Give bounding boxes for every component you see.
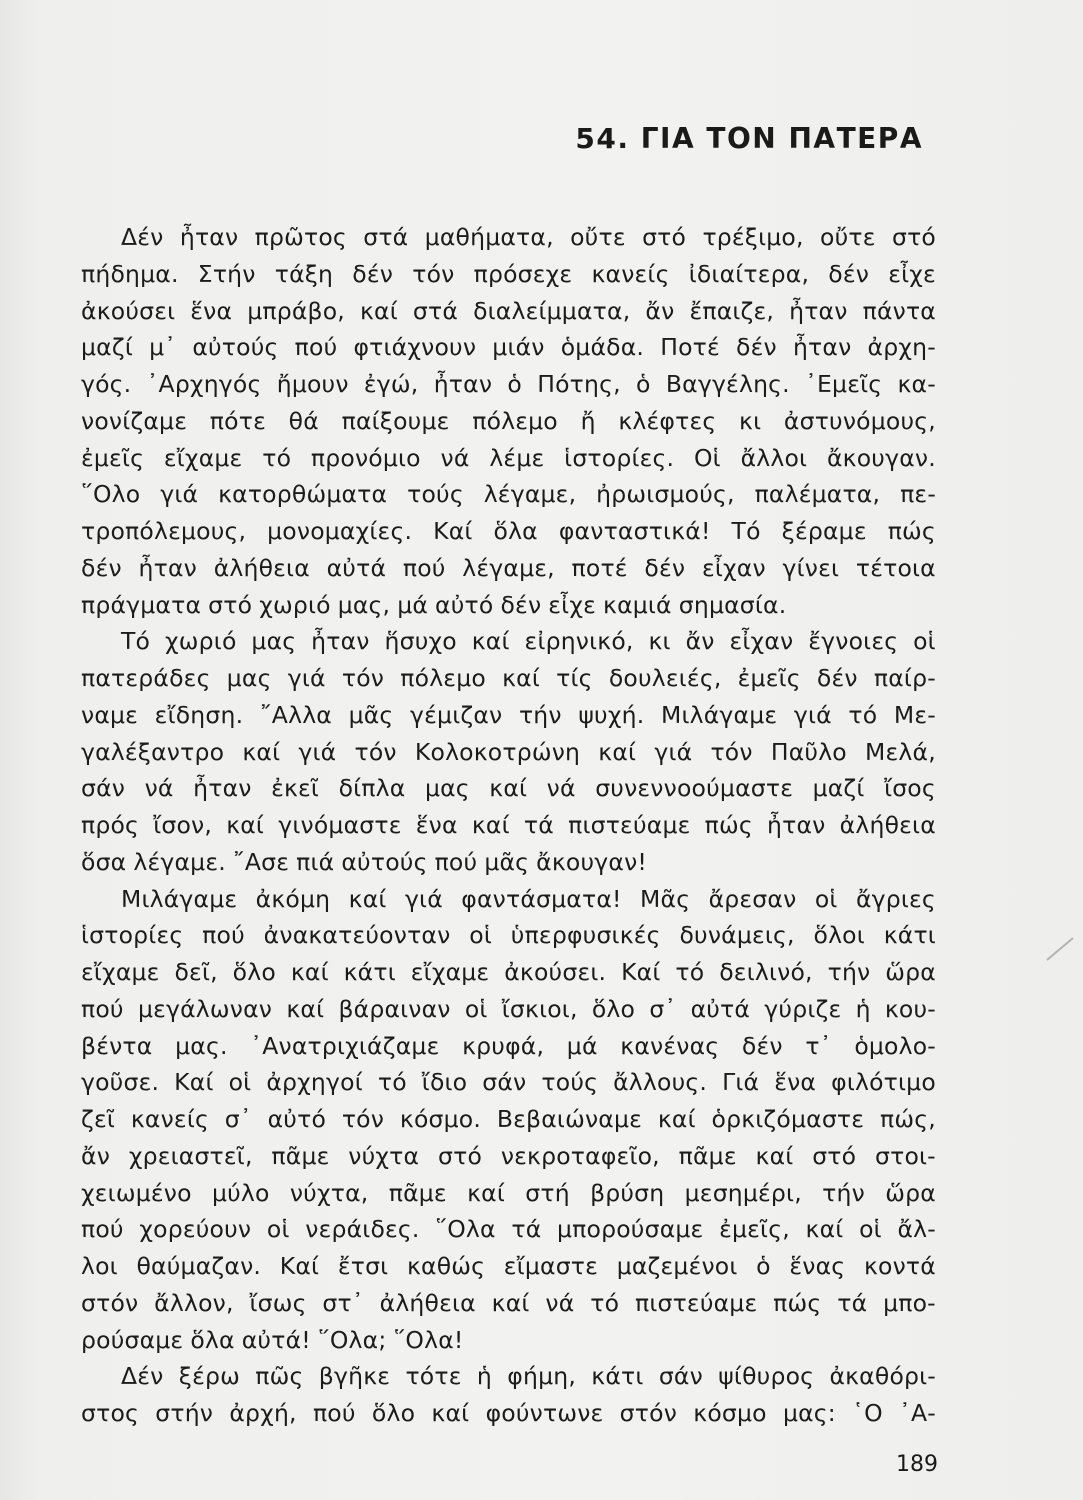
- text-line: νονίζαμε πότε θά παίξουμε πόλεμο ἤ κλέφτες κι ἀστυνόμους,: [81, 406, 936, 435]
- text-line: γός. ᾿Αρχηγός ἤμουν ἐγώ, ἦταν ὁ Πότης, ὁ Βαγγέλης. ᾿Εμεῖς κα-: [81, 370, 936, 398]
- text-line: ἀκούσει ἕνα μπράβο, καί στά διαλείμματα, ἄν ἔπαιζε, ἦταν πάντα: [81, 296, 936, 325]
- text-line: χειωμένο μύλο νύχτα, πᾶμε καί στή βρύση μεσημέρι, τήν ὥρα: [81, 1178, 936, 1207]
- text-line: πού χορεύουν οἱ νεράιδες. ῞Ολα τά μπορούσαμε ἐμεῖς, καί οἱ ἄλ-: [81, 1215, 936, 1244]
- chapter-heading: 54. ΓΙΑ ΤΟΝ ΠΑΤΕΡΑ: [575, 122, 923, 155]
- text-line: στος στήν ἀρχή, πού ὅλο καί φούντωνε στόν κόσμο μας: ῾Ο ᾿Α-: [81, 1399, 936, 1427]
- text-line: πρός ἴσον, καί γινόμαστε ἕνα καί τά πιστεύαμε πώς ἦταν ἀλήθεια: [81, 811, 936, 839]
- text-line: ἱστορίες πού ἀνακατεύονταν οἱ ὑπερφυσικές δυνάμεις, ὅλοι κάτι: [81, 921, 936, 950]
- text-line: Δέν ἦταν πρῶτος στά μαθήματα, οὔτε στό τρέξιμο, οὔτε στό: [121, 223, 936, 251]
- text-line: ρούσαμε ὅλα αὐτά! ῞Ολα; ῞Ολα!: [81, 1325, 464, 1354]
- text-line: εἴχαμε δεῖ, ὅλο καί κάτι εἴχαμε ἀκούσει. Καί τό δειλινό, τήν ὥρα: [81, 958, 936, 986]
- text-line: βέντα μας. ᾿Ανατριχιάζαμε κρυφά, μά κανένας δέν τ᾿ ὁμολο-: [81, 1031, 936, 1060]
- text-line: ἐμεῖς εἴχαμε τό προνόμιο νά λέμε ἱστορίες. Οἱ ἄλλοι ἄκουγαν.: [81, 443, 936, 472]
- text-line: ἄν χρειαστεῖ, πᾶμε νύχτα στό νεκροταφεῖο, πᾶμε καί στό στοι-: [81, 1141, 936, 1170]
- text-line: Μιλάγαμε ἀκόμη καί γιά φαντάσματα! Μᾶς ἄρεσαν οἱ ἄγριες: [121, 884, 936, 913]
- text-line: ῞Ολο γιά κατορθώματα τούς λέγαμε, ἠρωισμούς, παλέματα, πε-: [81, 480, 936, 509]
- text-line: ζεῖ κανείς σ᾿ αὐτό τόν κόσμο. Βεβαιώναμε καί ὁρκιζόμαστε πώς,: [81, 1105, 936, 1133]
- text-line: ὅσα λέγαμε. ῎Ασε πιά αὐτούς πού μᾶς ἄκουγαν!: [81, 847, 648, 876]
- text-line: μαζί μ᾿ αὐτούς πού φτιάχνουν μιάν ὁμάδα. Ποτέ δέν ἦταν ἀρχη-: [81, 333, 936, 362]
- pencil-mark: [1046, 937, 1073, 960]
- text-line: γοῦσε. Καί οἱ ἀρχηγοί τό ἴδιο σάν τούς ἄλλους. Γιά ἕνα φιλότιμο: [81, 1068, 936, 1097]
- page-number: 189: [896, 1452, 938, 1477]
- text-line: πήδημα. Στήν τάξη δέν τόν πρόσεχε κανείς ἰδιαίτερα, δέν εἶχε: [81, 259, 936, 288]
- text-line: Τό χωριό μας ἦταν ἥσυχο καί εἰρηνικό, κι ἄν εἶχαν ἔγνοιες οἱ: [121, 627, 936, 656]
- text-line: Δέν ξέρω πῶς βγῆκε τότε ἡ φήμη, κάτι σάν ψίθυρος ἀκαθόρι-: [121, 1362, 936, 1391]
- text-line: στόν ἄλλον, ἴσως στ᾿ ἀλήθεια καί νά τό πιστεύαμε πώς τά μπο-: [81, 1288, 936, 1317]
- text-line: τροπόλεμους, μονομαχίες. Καί ὅλα φανταστικά! Τό ξέραμε πώς: [81, 517, 936, 545]
- text-line: ναμε εἴδηση. ῎Αλλα μᾶς γέμιζαν τήν ψυχή. Μιλάγαμε γιά τό Με-: [81, 700, 936, 729]
- text-line: δέν ἦταν ἀλήθεια αὐτά πού λέγαμε, ποτέ δέν εἶχαν γίνει τέτοια: [81, 553, 936, 582]
- text-line: γαλέξαντρο καί γιά τόν Κολοκοτρώνη καί γιά τόν Παῦλο Μελά,: [81, 737, 936, 766]
- text-line: πράγματα στό χωριό μας, μά αὐτό δέν εἶχε καμιά σημασία.: [81, 590, 787, 619]
- text-line: σάν νά ἦταν ἐκεῖ δίπλα μας καί νά συνεννοούμαστε μαζί ἴσος: [81, 774, 936, 803]
- text-line: πατεράδες μας γιά τόν πόλεμο καί τίς δουλειές, ἐμεῖς δέν παίρ-: [81, 664, 936, 692]
- body-text: [81, 219, 936, 1432]
- text-line: πού μεγάλωναν καί βάραιναν οἱ ἴσκιοι, ὅλο σ᾿ αὐτά γύριζε ἡ κου-: [81, 994, 936, 1023]
- text-line: λοι θαύμαζαν. Καί ἔτσι καθώς εἴμαστε μαζεμένοι ὁ ἕνας κοντά: [81, 1252, 936, 1280]
